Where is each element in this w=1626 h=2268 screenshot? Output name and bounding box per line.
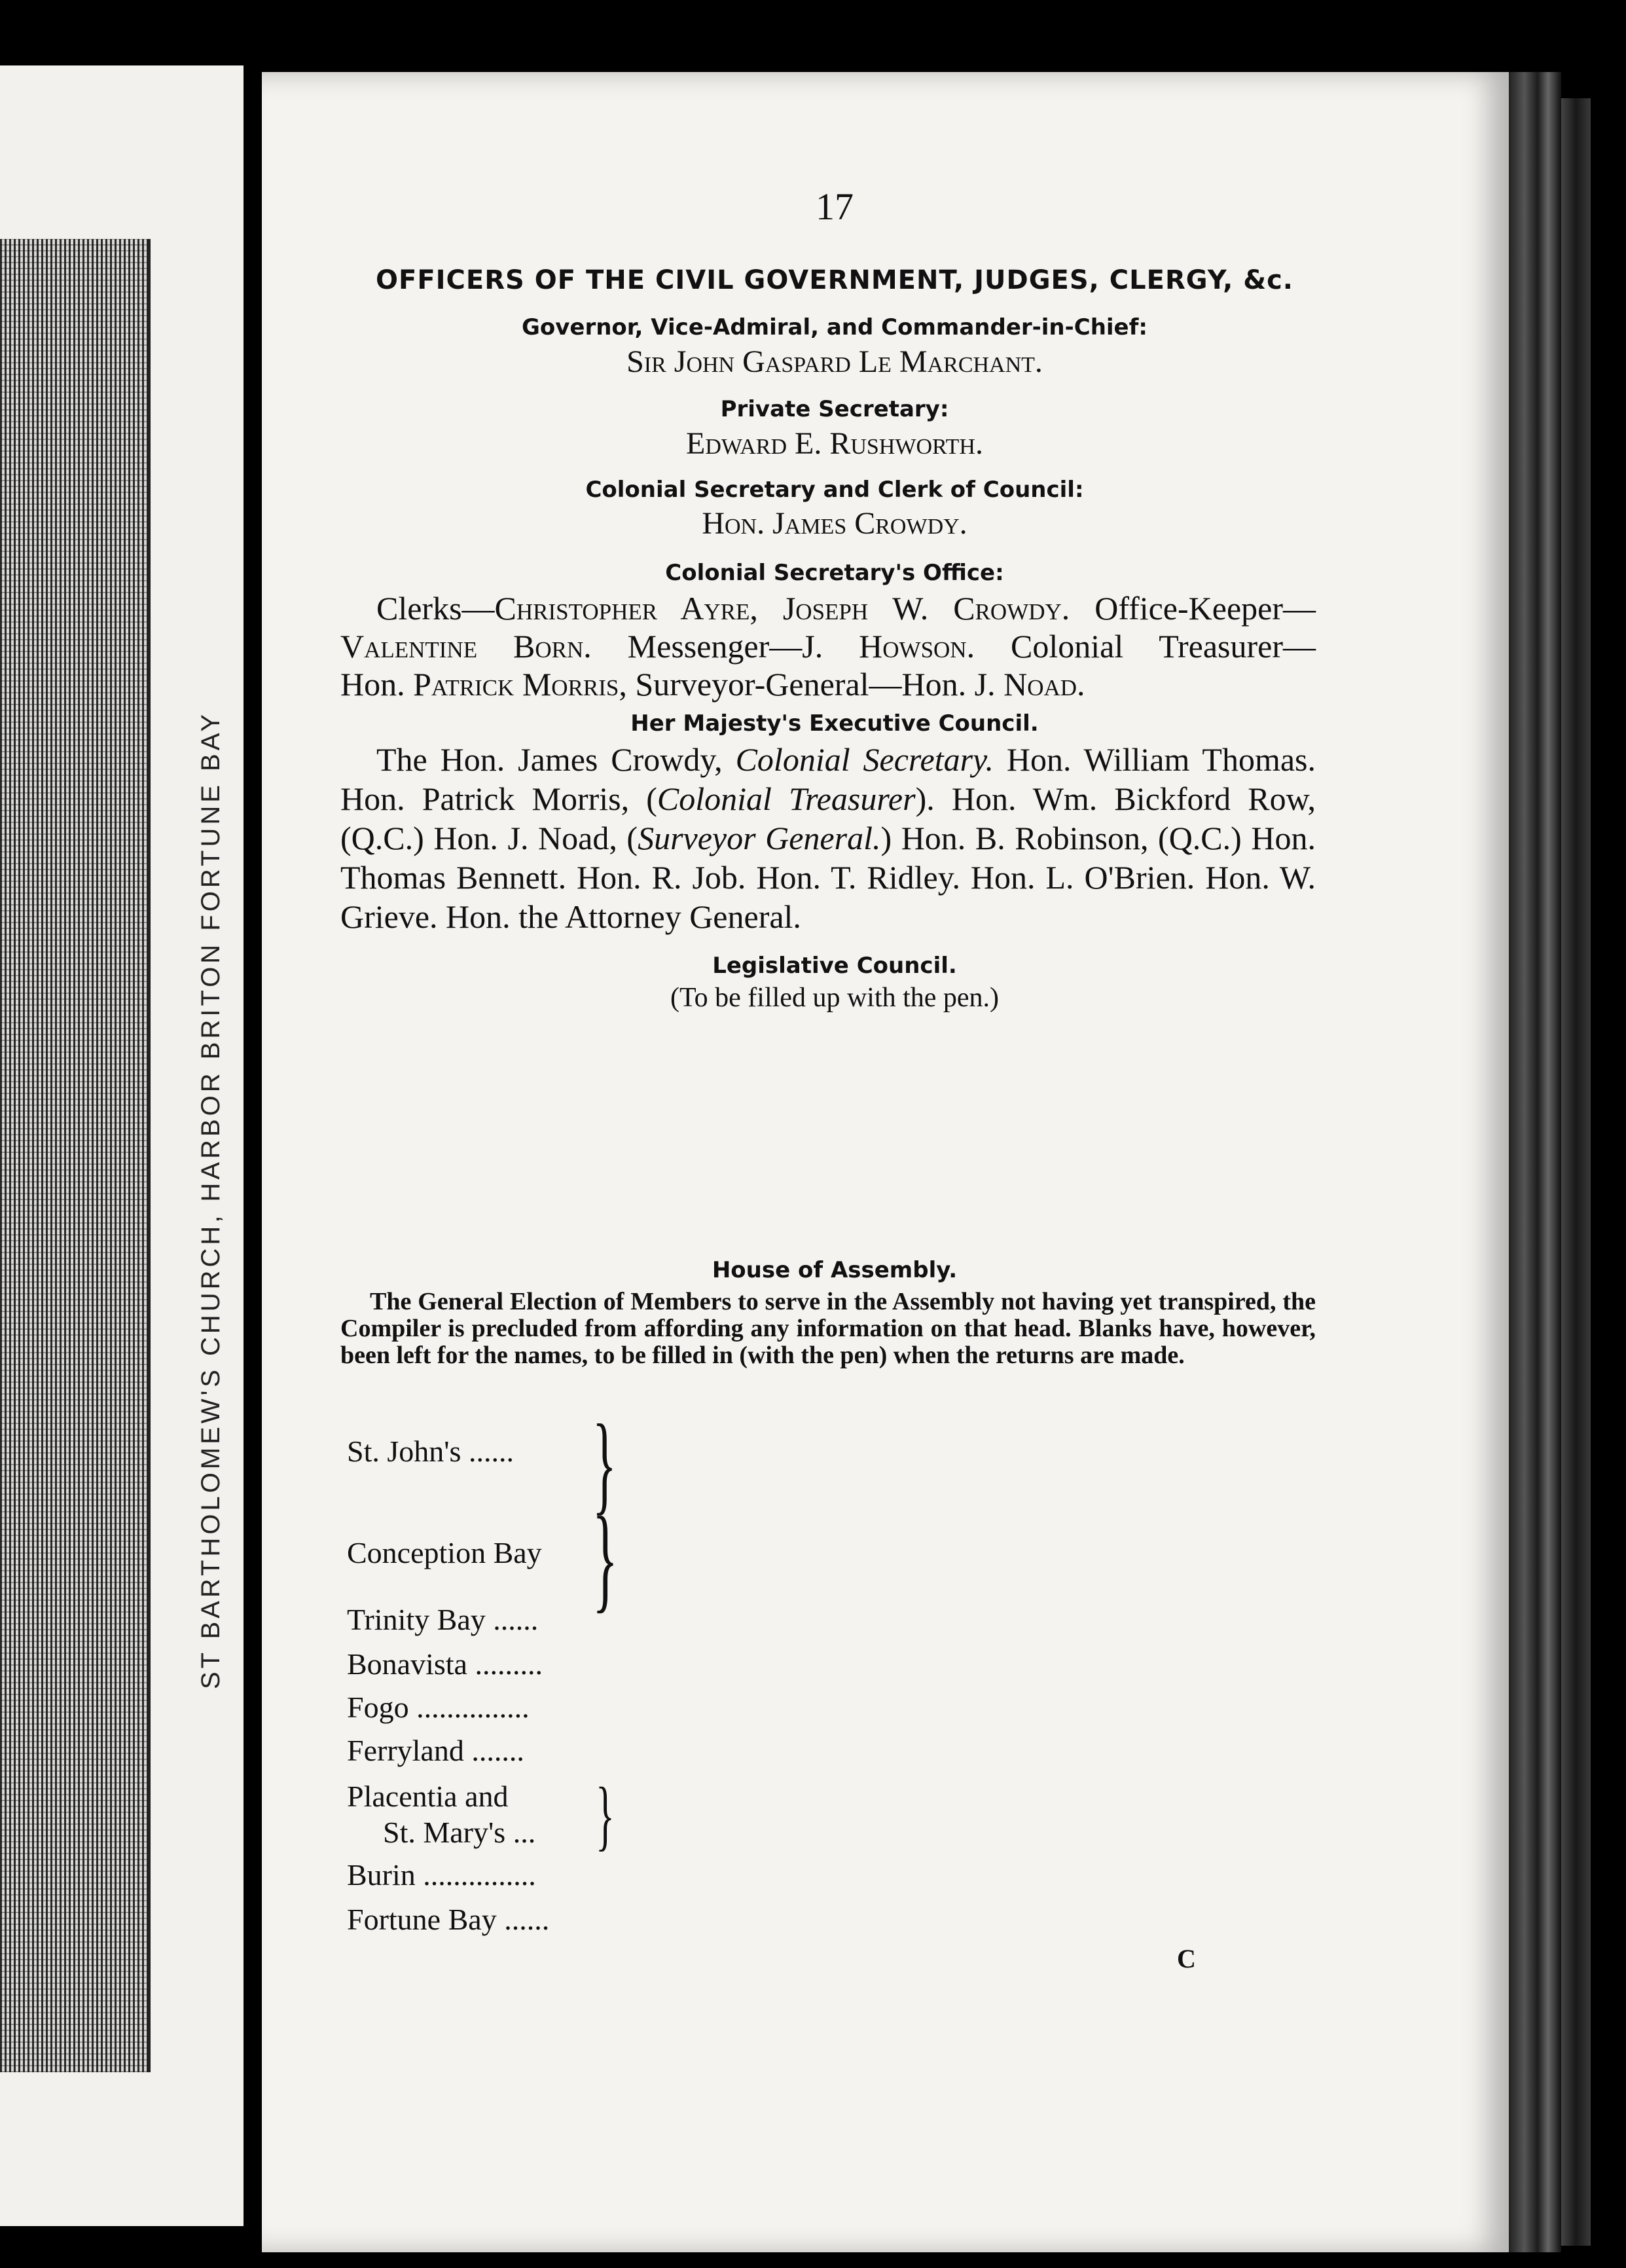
district-ferryland: Ferryland .......	[347, 1734, 524, 1767]
office-line-2-b: Messenger—	[591, 628, 803, 665]
office-line-3-d: Noad.	[1003, 666, 1085, 703]
district-bonavista: Bonavista .........	[347, 1647, 543, 1681]
office-line-2-a: Valentine Born.	[340, 628, 592, 665]
district-st-johns: St. John's ......	[347, 1435, 514, 1468]
engraving-illustration	[0, 239, 151, 2072]
executive-council-text	[340, 740, 1316, 936]
district-st-marys: St. Mary's ...	[383, 1816, 536, 1849]
secretarys-office-text	[340, 589, 1316, 703]
signature-mark: C	[1177, 1944, 1196, 1973]
office-line-2	[340, 627, 1316, 665]
house-of-assembly-text: The General Election of Members to serve in the Assembly not having yet transpired, the Compiler is precluded from affording any information on that head. Blanks have, however, been left for the names, to be filled in (with the pen) when the returns are made.	[340, 1288, 1316, 1369]
ec-part-4: Colonial Treasurer	[657, 780, 916, 817]
house-of-assembly-title: House of Assembly.	[712, 1257, 958, 1283]
brace-placentia: }	[596, 1771, 615, 1858]
private-secretary-title: Private Secretary:	[720, 396, 949, 422]
office-line-3-a: Hon.	[340, 666, 414, 703]
ec-part-2: Colonial Secretary.	[735, 741, 994, 778]
legislative-council-note: (To be filled up with the pen.)	[670, 983, 1000, 1013]
legislative-council-title: Legislative Council.	[712, 953, 957, 979]
executive-council-title: Her Majesty's Executive Council.	[630, 710, 1039, 737]
office-line-3-b: Patrick Morris,	[413, 666, 627, 703]
office-line-1-b: Christopher Ayre, Joseph W. Crowdy.	[494, 590, 1070, 627]
district-conception-bay: Conception Bay	[347, 1536, 542, 1569]
district-burin: Burin ...............	[347, 1858, 536, 1892]
brace-conception-bay: }	[592, 1493, 618, 1623]
office-line-1-c: Office-Keeper—	[1070, 590, 1316, 627]
district-trinity-bay: Trinity Bay ......	[347, 1603, 539, 1636]
office-line-3-c: Surveyor-General—Hon. J.	[626, 666, 1004, 703]
private-secretary-name: Edward E. Rushworth.	[686, 426, 983, 461]
secretarys-office-title: Colonial Secretary's Office:	[665, 560, 1004, 586]
district-fogo: Fogo ...............	[347, 1691, 530, 1724]
ec-part-1: The Hon. James Crowdy,	[376, 741, 736, 778]
page-edges	[1509, 72, 1561, 2252]
book-cover-edge	[1561, 98, 1591, 2246]
main-heading: OFFICERS OF THE CIVIL GOVERNMENT, JUDGES, CLERGY, &c.	[376, 265, 1293, 295]
ec-part-3: Hon. William Thomas. Hon. Patrick Morris, (	[340, 741, 1316, 817]
office-line-1	[340, 589, 1316, 627]
ec-part-5: ). Hon. Wm. Bickford Row, (Q.C.) Hon. J. Noad, (	[340, 780, 1316, 856]
plate-caption: ST BARTHOLOMEW'S CHURCH, HARBOR BRITON FORTUNE BAY	[196, 710, 225, 1689]
district-placentia: Placentia and	[347, 1780, 509, 1813]
office-line-2-c: J. Howson.	[802, 628, 975, 665]
district-fortune-bay: Fortune Bay ......	[347, 1903, 550, 1936]
colonial-secretary-title: Colonial Secretary and Clerk of Council:	[585, 477, 1084, 503]
colonial-secretary-name: Hon. James Crowdy.	[702, 506, 967, 541]
book-gutter	[244, 0, 262, 2268]
office-line-3	[340, 665, 1316, 703]
brace-st-johns: }	[592, 1402, 617, 1525]
ec-part-7: ) Hon. B. Robinson, (Q.C.) Hon. Thomas Bennett. Hon. R. Job. Hon. T. Ridley. Hon. L. O'Brien. Hon. W. Grieve. Hon. the Attorney General.	[340, 820, 1316, 935]
governor-title: Governor, Vice-Admiral, and Commander-in-Chief:	[521, 314, 1148, 340]
page-number: 17	[816, 185, 854, 228]
governor-name: Sir John Gaspard Le Marchant.	[626, 344, 1043, 379]
office-line-1-a: Clerks—	[376, 590, 495, 627]
office-line-2-d: Colonial Treasurer—	[975, 628, 1316, 665]
ec-part-6: Surveyor General.	[638, 820, 881, 856]
